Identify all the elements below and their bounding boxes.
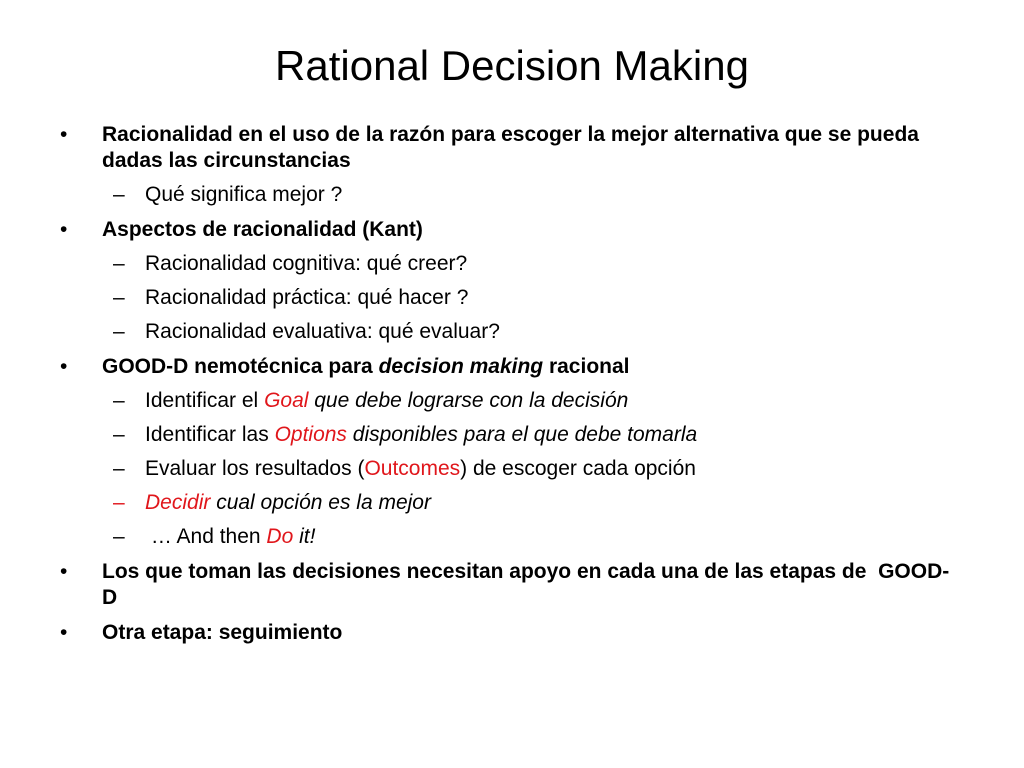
dash-marker: – — [113, 286, 125, 309]
bullet-marker: • — [60, 123, 68, 146]
subbullet-text-part: … And then — [145, 525, 267, 548]
subbullet-practica — [60, 285, 960, 311]
subbullet-text-part: Identificar las — [145, 423, 275, 446]
subbullet-text-italic: cual opción es la mejor — [210, 491, 431, 514]
dash-marker-red: – — [113, 491, 125, 514]
subbullet-text-part: Identificar el — [145, 389, 265, 412]
subbullet-text-italic: disponibles para el que debe tomarla — [346, 423, 698, 446]
subbullet-goal — [60, 388, 960, 414]
bullet-text: Aspectos de racionalidad (Kant) — [102, 218, 423, 241]
outcomes-keyword: Outcomes — [364, 457, 461, 480]
bullet-marker: • — [60, 621, 68, 644]
subbullet-do-it — [60, 524, 960, 550]
bullet-apoyo — [60, 559, 960, 611]
options-keyword: Options — [274, 423, 347, 446]
subbullet-options — [60, 422, 960, 448]
dash-marker: – — [113, 252, 125, 275]
bullet-seguimiento — [60, 620, 960, 646]
subbullet-text-italic: que debe lograrse con la decisión — [308, 389, 629, 412]
bullet-marker: • — [60, 218, 68, 241]
subbullet-text-part: ) de escoger cada opción — [460, 457, 696, 480]
dash-marker: – — [113, 389, 125, 412]
decidir-keyword: Decidir — [145, 491, 211, 514]
subbullet-text: Racionalidad evaluativa: qué evaluar? — [145, 320, 500, 343]
bullet-marker: • — [60, 560, 68, 583]
bullet-text-part: GOOD-D nemotécnica para — [102, 355, 379, 378]
goal-keyword: Goal — [264, 389, 309, 412]
bullet-marker: • — [60, 355, 68, 378]
subbullet-decidir — [60, 490, 960, 516]
bullet-text: Los que toman las decisiones necesitan apoyo en cada una de las etapas de GOOD-D — [102, 560, 950, 609]
bullet-text-italic: decision making — [378, 355, 544, 378]
bullet-list — [60, 122, 960, 646]
dash-marker: – — [113, 457, 125, 480]
dash-marker: – — [113, 423, 125, 446]
slide-title: Rational Decision Making — [275, 42, 749, 89]
subbullet-que-significa — [60, 182, 960, 208]
subbullet-evaluativa — [60, 319, 960, 345]
bullet-racionalidad — [60, 122, 960, 174]
dash-marker: – — [113, 320, 125, 343]
bullet-good-d — [60, 354, 960, 380]
bullet-text: Racionalidad en el uso de la razón para escoger la mejor alternativa que se pueda dadas las circunstancias — [102, 123, 919, 172]
subbullet-text: Racionalidad práctica: qué hacer ? — [145, 286, 469, 309]
bullet-text-part: racional — [543, 355, 630, 378]
subbullet-text: Racionalidad cognitiva: qué creer? — [145, 252, 468, 275]
do-keyword: Do — [266, 525, 294, 548]
dash-marker: – — [113, 183, 125, 206]
subbullet-outcomes — [60, 456, 960, 482]
bullet-aspectos — [60, 217, 960, 243]
bullet-text: Otra etapa: seguimiento — [102, 621, 343, 644]
subbullet-cognitiva — [60, 251, 960, 277]
dash-marker: – — [113, 525, 125, 548]
subbullet-text-part: Evaluar los resultados ( — [145, 457, 365, 480]
subbullet-text: Qué significa mejor ? — [145, 183, 343, 206]
subbullet-text-italic: it! — [293, 525, 316, 548]
